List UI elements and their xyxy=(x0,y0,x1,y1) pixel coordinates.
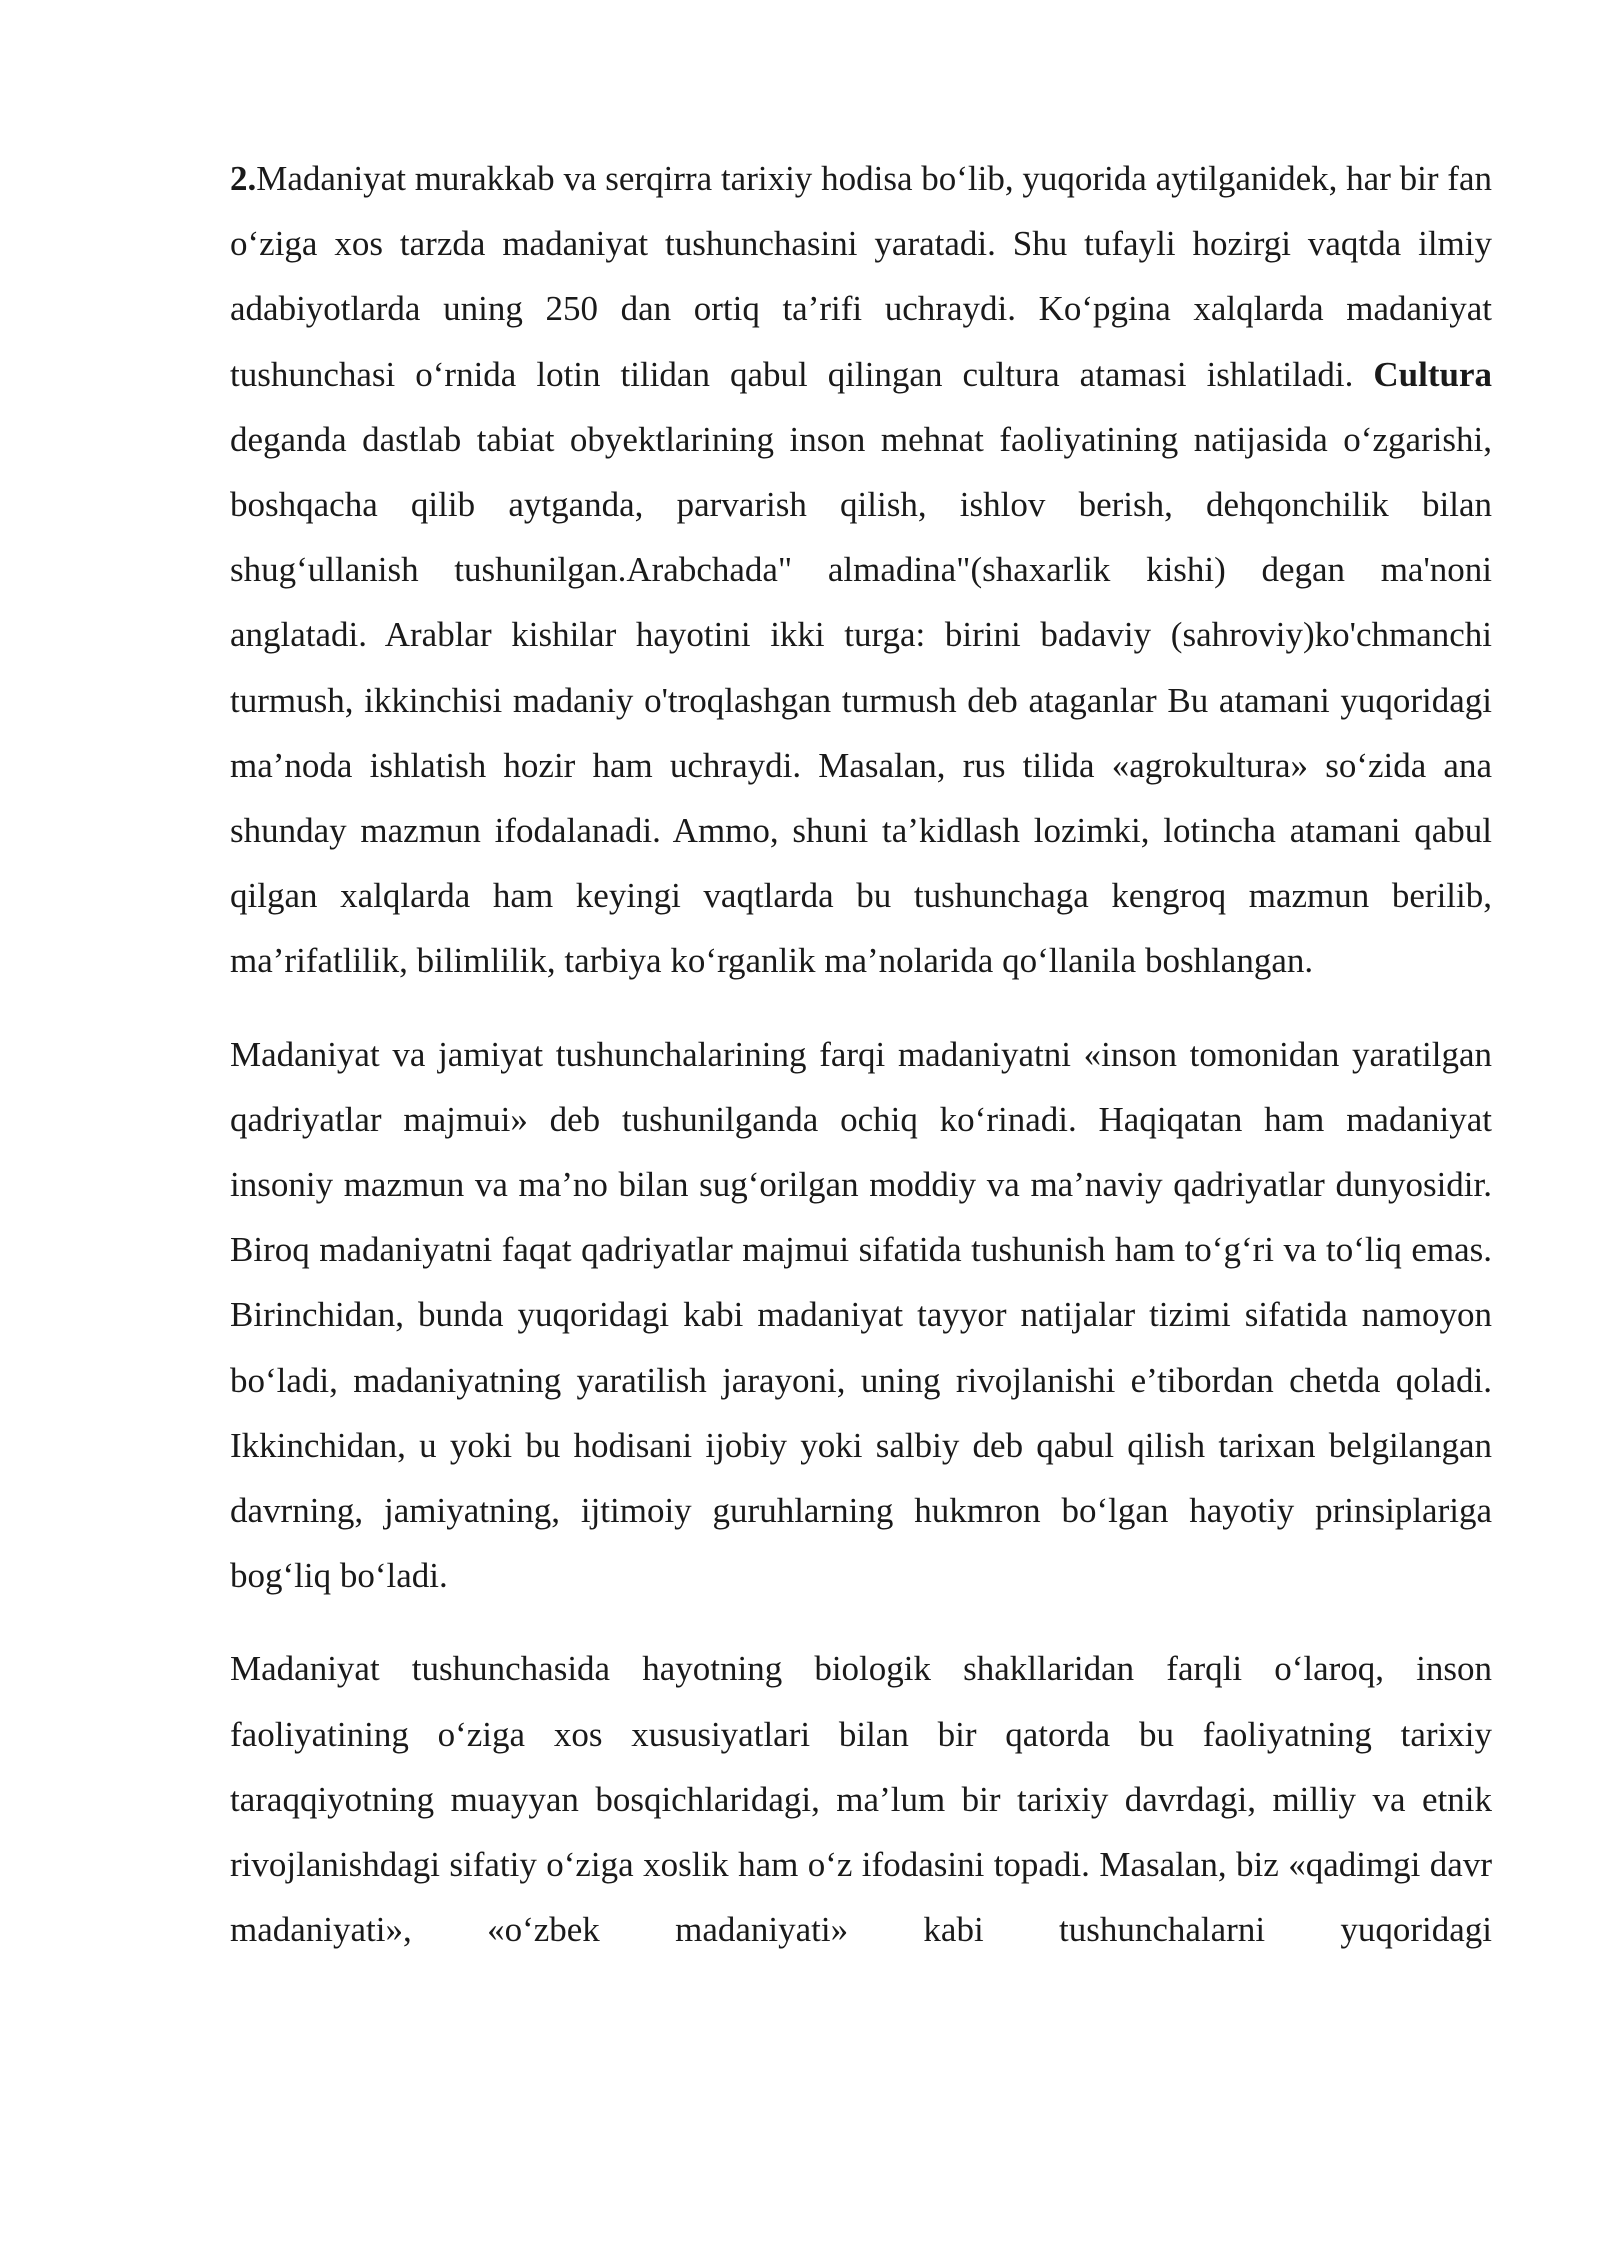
term-cultura: Cultura xyxy=(1373,354,1492,394)
paragraph-1-text-a: Madaniyat murakkab va serqirra tarixiy hodisa bo‘lib, yuqorida aytilganidek, har bir fan o‘ziga xos tarzda madaniyat tushunchasini yaratadi. Shu tufayli hozirgi vaqtda ilmiy adabiyotlarda uning 250 dan ortiq ta’rifi uchraydi. Ko‘pgina xalqlarda madaniyat tushunchasi o‘rnida lotin tilidan qabul qilingan cultura atamasi ishlatiladi. xyxy=(230,159,1492,394)
section-number: 2. xyxy=(230,159,257,198)
paragraph-3: Madaniyat tushunchasida hayotning biologik shakllaridan farqli o‘laroq, inson faoliyatining o‘ziga xos xususiyatlari bilan bir qatorda bu faoliyatning tarixiy taraqqiyotning muayyan bosqichlaridagi, ma’lum bir tarixiy davrdagi, milliy va etnik rivojlanishdagi sifatiy o‘ziga xoslik ham o‘z ifodasini topadi. Masalan, biz «qadimgi davr madaniyati», «o‘zbek madaniyati» kabi tushunchalarni yuqoridagi xyxy=(230,1649,1492,1950)
paragraph-2: Madaniyat va jamiyat tushunchalarining farqi madaniyatni «inson tomonidan yaratilgan qadriyatlar majmui» deb tushunilganda ochiq ko‘rinadi. Haqiqatan ham madaniyat insoniy mazmun va ma’no bilan sug‘orilgan moddiy va ma’naviy qadriyatlar dunyosidir. Biroq madaniyatni faqat qadriyatlar majmui sifatida tushunish ham to‘g‘ri va to‘liq emas. Birinchidan, bunda yuqoridagi kabi madaniyat tayyor natijalar tizimi sifatida namoyon bo‘ladi, madaniyatning yaratilish jarayoni, uning rivojlanishi e’tibordan chetda qoladi. Ikkinchidan, u yoki bu hodisani ijobiy yoki salbiy deb qabul qilish tarixan belgilangan davrning, jamiyatning, ijtimoiy guruhlarning hukmron bo‘lgan hayotiy prinsiplariga bog‘liq bo‘ladi. xyxy=(230,1034,1492,1596)
body-text xyxy=(230,146,1492,1990)
paragraph-1-text-b: deganda dastlab tabiat obyektlarining inson mehnat faoliyatining natijasida o‘zgarishi, boshqacha qilib aytganda, parvarish qilish, ishlov berish, dehqonchilik bilan shug‘ullanish tushunilgan.Arabchada" almadina"(shaxarlik kishi) degan ma'noni anglatadi. Arablar kishilar hayotini ikki turga: birini badaviy (sahroviy)ko'chmanchi turmush, ikkinchisi madaniy o'troqlashgan turmush deb ataganlar Bu atamani yuqoridagi ma’noda ishlatish hozir ham uchraydi. Masalan, rus tilida «agrokultura» so‘zida ana shunday mazmun ifodalanadi. Ammo, shuni ta’kidlash lozimki, lotincha atamani qabul qilgan xalqlarda ham keyingi vaqtlarda bu tushunchaga kengroq mazmun berilib, ma’rifatlilik, bilimlilik, tarbiya ko‘rganlik ma’nolarida qo‘llanila boshlangan. xyxy=(230,419,1492,981)
paragraph-1 xyxy=(230,146,1492,994)
